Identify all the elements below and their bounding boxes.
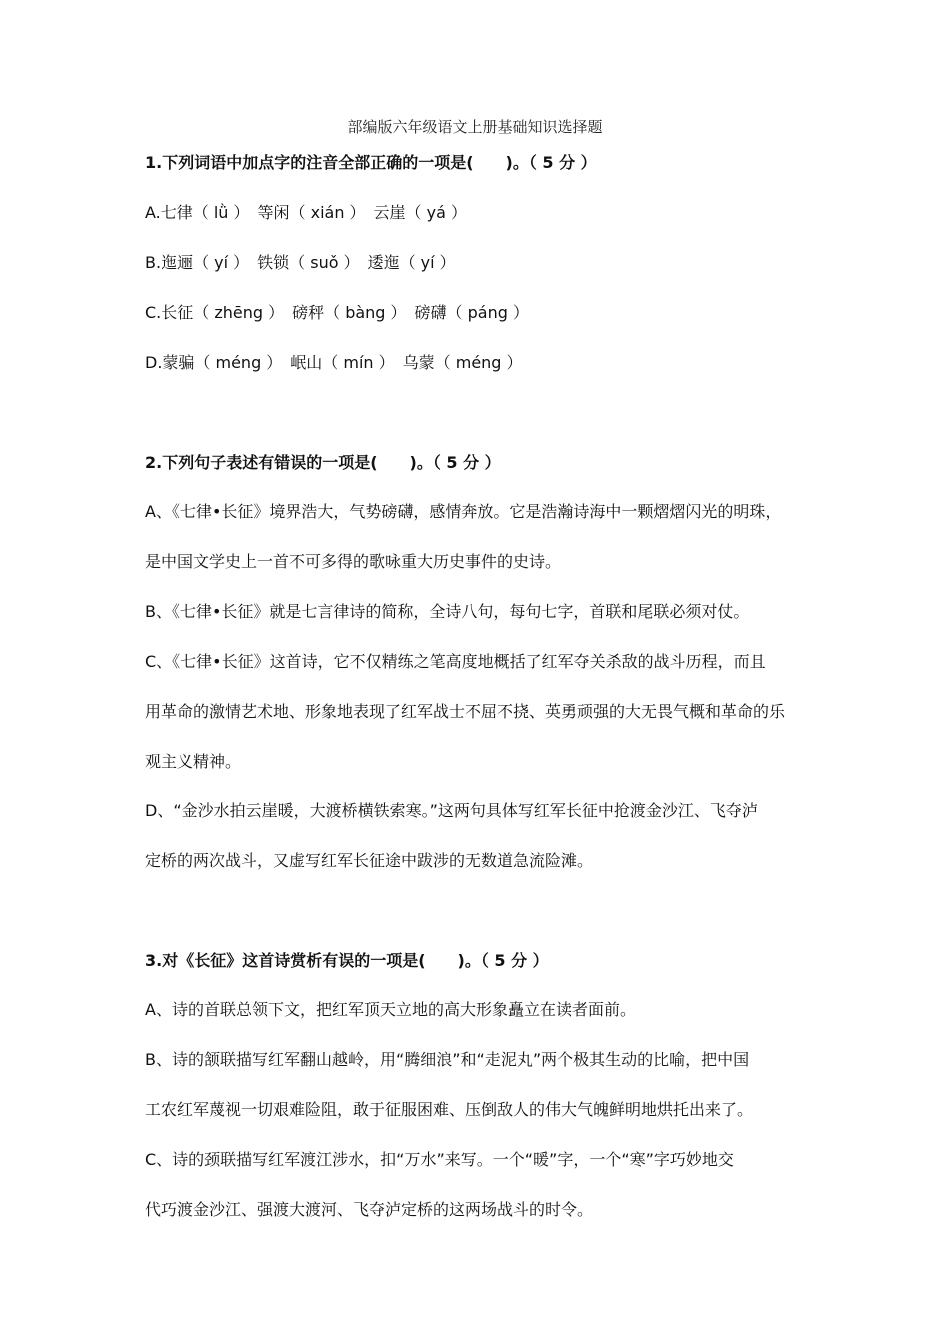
question-2-line: D、“金沙水拍云崖暖，大渡桥横铁索寒。”这两句具体写红军长征中抢渡金沙江、飞夺泸 [145, 801, 758, 820]
question-2-line: 定桥的两次战斗，又虚写红军长征途中跋涉的无数道急流险滩。 [145, 851, 594, 870]
question-1-option-b: B.迤逦（ yí ） 铁锁（ suǒ ） 逶迤（ yí ） [145, 253, 456, 272]
question-3-line: B、诗的颔联描写红军翻山越岭，用“腾细浪”和“走泥丸”两个极其生动的比喻，把中国 [145, 1050, 750, 1069]
question-3-line: A、诗的首联总领下文，把红军顶天立地的高大形象矗立在读者面前。 [145, 1000, 636, 1019]
question-1-stem: 1.下列词语中加点字的注音全部正确的一项是( )。（ 5 分 ） [145, 153, 597, 172]
question-2-line: C、《七律•长征》这首诗，它不仅精练之笔高度地概括了红军夺关杀敌的战斗历程，而且 [145, 652, 766, 671]
document-title: 部编版六年级语文上册基础知识选择题 [347, 118, 603, 136]
question-3-line: 工农红军蔑视一切艰难险阻，敢于征服困难、压倒敌人的伟大气魄鲜明地烘托出来了。 [145, 1100, 754, 1119]
question-2-line: A、《七律•长征》境界浩大，气势磅礴，感情奔放。它是浩瀚诗海中一颗熠熠闪光的明珠， [145, 502, 782, 521]
question-3-line: C、诗的颈联描写红军渡江涉水，扣“万水”来写。一个“暖”字，一个“寒”字巧妙地交 [145, 1150, 734, 1169]
question-2-line: 用革命的激情艺术地、形象地表现了红军战士不屈不挠、英勇顽强的大无畏气概和革命的乐 [145, 702, 786, 721]
question-2-line: B、《七律•长征》就是七言律诗的简称，全诗八句，每句七字，首联和尾联必须对仗。 [145, 602, 750, 621]
question-2-stem: 2.下列句子表述有错误的一项是( )。（ 5 分 ） [145, 453, 501, 472]
question-3-stem: 3.对《长征》这首诗赏析有误的一项是( )。（ 5 分 ） [145, 951, 549, 970]
question-2-line: 观主义精神。 [145, 752, 242, 771]
question-1-option-a: A.七律（ lǜ ） 等闲（ xián ） 云崖（ yá ） [145, 203, 467, 222]
question-1-option-c: C.长征（ zhēng ） 磅秤（ bàng ） 磅礴（ páng ） [145, 303, 529, 322]
question-1-option-d: D.蒙骗（ méng ） 岷山（ mín ） 乌蒙（ méng ） [145, 353, 523, 372]
question-3-line: 代巧渡金沙江、强渡大渡河、飞夺泸定桥的这两场战斗的时令。 [145, 1200, 594, 1219]
question-2-line: 是中国文学史上一首不可多得的歌咏重大历史事件的史诗。 [145, 552, 562, 571]
